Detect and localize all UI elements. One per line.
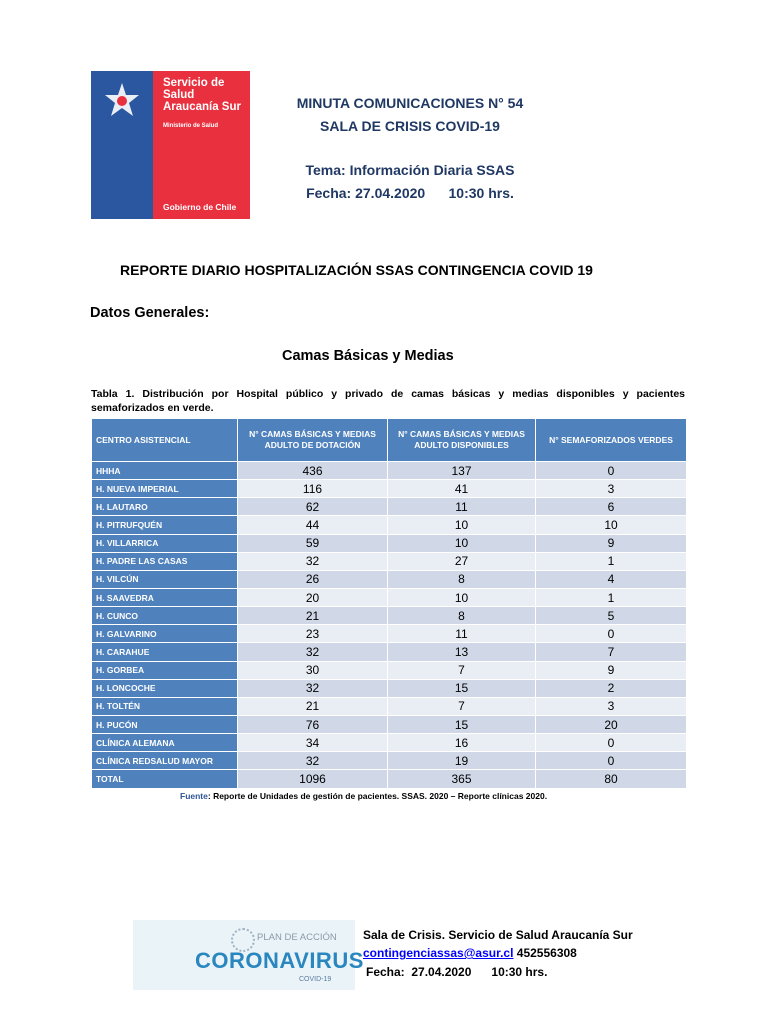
cell-beds-total: 32 xyxy=(238,552,388,570)
cell-center-name: H. CUNCO xyxy=(92,607,238,625)
cell-green-patients: 9 xyxy=(536,661,687,679)
table-row xyxy=(92,661,687,679)
footer-contact xyxy=(363,946,577,960)
plan-coronavirus: CORONAVIRUS xyxy=(195,948,364,973)
cell-center-name: TOTAL xyxy=(92,770,238,788)
header-beds-available: N° CAMAS BÁSICAS Y MEDIAS ADULTO DISPONIBLES xyxy=(388,419,536,462)
cell-beds-total: 76 xyxy=(238,715,388,733)
table-row xyxy=(92,534,687,552)
table-header-row xyxy=(92,419,687,462)
cell-center-name: H. PITRUFQUÉN xyxy=(92,516,238,534)
cell-beds-total: 23 xyxy=(238,625,388,643)
table-row xyxy=(92,607,687,625)
cell-center-name: H. PADRE LAS CASAS xyxy=(92,552,238,570)
cell-green-patients: 5 xyxy=(536,607,687,625)
header-center: CENTRO ASISTENCIAL xyxy=(92,419,238,462)
cell-green-patients: 4 xyxy=(536,570,687,588)
table-row xyxy=(92,588,687,606)
section-title: Camas Básicas y Medias xyxy=(282,348,454,364)
cell-beds-available: 365 xyxy=(388,770,536,788)
cell-beds-available: 11 xyxy=(388,498,536,516)
source-note xyxy=(180,791,547,801)
cell-green-patients: 9 xyxy=(536,534,687,552)
table-row xyxy=(92,643,687,661)
cell-beds-available: 15 xyxy=(388,715,536,733)
logo-name-line-1: Servicio de xyxy=(163,77,225,89)
table-row xyxy=(92,516,687,534)
table-row xyxy=(92,752,687,770)
cell-green-patients: 2 xyxy=(536,679,687,697)
report-title: REPORTE DIARIO HOSPITALIZACIÓN SSAS CONTINGENCIA COVID 19 xyxy=(120,262,593,278)
table-body xyxy=(92,462,687,789)
table-row xyxy=(92,679,687,697)
table-row xyxy=(92,697,687,715)
contact-email-link[interactable]: contingenciassas@asur.cl xyxy=(363,946,514,960)
cell-center-name: H. PUCÓN xyxy=(92,715,238,733)
logo-blue-panel xyxy=(91,71,153,219)
plan-covid: COVID-19 xyxy=(299,976,332,983)
cell-center-name: CLÍNICA ALEMANA xyxy=(92,734,238,752)
cell-center-name: H. NUEVA IMPERIAL xyxy=(92,480,238,498)
logo-red-panel xyxy=(153,71,250,219)
table-row xyxy=(92,462,687,480)
cell-green-patients: 6 xyxy=(536,498,687,516)
cell-beds-available: 7 xyxy=(388,697,536,715)
cell-green-patients: 7 xyxy=(536,643,687,661)
logo-government: Gobierno de Chile xyxy=(163,202,237,212)
coronavirus-plan-banner xyxy=(133,920,364,990)
plan-label: PLAN DE ACCIÓN xyxy=(257,932,337,943)
cell-beds-available: 8 xyxy=(388,570,536,588)
cell-green-patients: 3 xyxy=(536,697,687,715)
cell-green-patients: 0 xyxy=(536,625,687,643)
cell-center-name: H. SAAVEDRA xyxy=(92,588,238,606)
contact-phone: 452556308 xyxy=(513,946,577,960)
cell-center-name: HHHA xyxy=(92,462,238,480)
cell-center-name: H. GORBEA xyxy=(92,661,238,679)
table-row xyxy=(92,480,687,498)
logo-name xyxy=(163,77,241,113)
footer-crisis-room: Sala de Crisis. Servicio de Salud Araucanía Sur xyxy=(363,928,633,942)
cell-beds-available: 41 xyxy=(388,480,536,498)
beds-table xyxy=(91,418,687,789)
table-row xyxy=(92,625,687,643)
table-row xyxy=(92,715,687,733)
table-row xyxy=(92,734,687,752)
cell-beds-available: 11 xyxy=(388,625,536,643)
logo-name-line-3: Araucanía Sur xyxy=(163,101,241,113)
cell-green-patients: 3 xyxy=(536,480,687,498)
cell-center-name: H. VILLARRICA xyxy=(92,534,238,552)
footer-date: Fecha: 27.04.2020 10:30 hrs. xyxy=(366,965,548,979)
cell-beds-available: 15 xyxy=(388,679,536,697)
table-caption: Tabla 1. Distribución por Hospital público y privado de camas básicas y medias disponibles y pacientes semaforizados en verde. xyxy=(91,388,685,414)
cell-center-name: H. LAUTARO xyxy=(92,498,238,516)
source-text: : Reporte de Unidades de gestión de pacientes. SSAS. 2020 – Reporte clínicas 2020. xyxy=(207,791,548,801)
general-data-heading: Datos Generales: xyxy=(90,305,210,321)
table-row xyxy=(92,552,687,570)
logo-ministry: Ministerio de Salud xyxy=(163,123,219,129)
cell-center-name: H. VILCÚN xyxy=(92,570,238,588)
cell-green-patients: 0 xyxy=(536,734,687,752)
cell-beds-available: 27 xyxy=(388,552,536,570)
cell-green-patients: 0 xyxy=(536,752,687,770)
cell-beds-total: 30 xyxy=(238,661,388,679)
topic-line: Tema: Información Diaria SSAS xyxy=(305,162,515,178)
cell-beds-total: 44 xyxy=(238,516,388,534)
ssas-logo xyxy=(91,71,250,219)
cell-green-patients: 80 xyxy=(536,770,687,788)
cell-beds-total: 1096 xyxy=(238,770,388,788)
source-label: Fuente xyxy=(180,791,208,801)
cell-green-patients: 0 xyxy=(536,462,687,480)
cell-beds-total: 59 xyxy=(238,534,388,552)
cell-beds-available: 8 xyxy=(388,607,536,625)
cell-center-name: H. LONCOCHE xyxy=(92,679,238,697)
cell-beds-total: 32 xyxy=(238,679,388,697)
header-green-patients: N° SEMAFORIZADOS VERDES xyxy=(536,419,687,462)
header-beds-total: N° CAMAS BÁSICAS Y MEDIAS ADULTO DE DOTACIÓN xyxy=(238,419,388,462)
cell-beds-available: 7 xyxy=(388,661,536,679)
cell-green-patients: 20 xyxy=(536,715,687,733)
cell-beds-available: 137 xyxy=(388,462,536,480)
cell-beds-available: 10 xyxy=(388,516,536,534)
cell-center-name: CLÍNICA REDSALUD MAYOR xyxy=(92,752,238,770)
cell-beds-available: 10 xyxy=(388,588,536,606)
cell-beds-total: 62 xyxy=(238,498,388,516)
cell-beds-total: 32 xyxy=(238,643,388,661)
cell-green-patients: 10 xyxy=(536,516,687,534)
cell-beds-total: 34 xyxy=(238,734,388,752)
cell-beds-total: 21 xyxy=(238,607,388,625)
cell-green-patients: 1 xyxy=(536,552,687,570)
logo-name-line-2: Salud xyxy=(163,89,195,101)
cell-beds-available: 13 xyxy=(388,643,536,661)
cell-beds-total: 26 xyxy=(238,570,388,588)
cell-beds-available: 16 xyxy=(388,734,536,752)
cell-beds-available: 19 xyxy=(388,752,536,770)
table-row xyxy=(92,570,687,588)
cell-beds-total: 21 xyxy=(238,697,388,715)
date-line: Fecha: 27.04.2020 10:30 hrs. xyxy=(306,185,514,201)
table-total-row xyxy=(92,770,687,788)
cell-center-name: H. CARAHUE xyxy=(92,643,238,661)
cell-beds-total: 20 xyxy=(238,588,388,606)
cell-beds-total: 32 xyxy=(238,752,388,770)
cell-beds-total: 116 xyxy=(238,480,388,498)
table-row xyxy=(92,498,687,516)
cell-center-name: H. GALVARINO xyxy=(92,625,238,643)
chile-crest-icon xyxy=(98,79,146,127)
cell-center-name: H. TOLTÉN xyxy=(92,697,238,715)
minuta-title: MINUTA COMUNICACIONES N° 54 xyxy=(296,95,524,111)
cell-green-patients: 1 xyxy=(536,588,687,606)
cell-beds-total: 436 xyxy=(238,462,388,480)
cell-beds-available: 10 xyxy=(388,534,536,552)
crisis-room-title: SALA DE CRISIS COVID-19 xyxy=(320,118,500,134)
